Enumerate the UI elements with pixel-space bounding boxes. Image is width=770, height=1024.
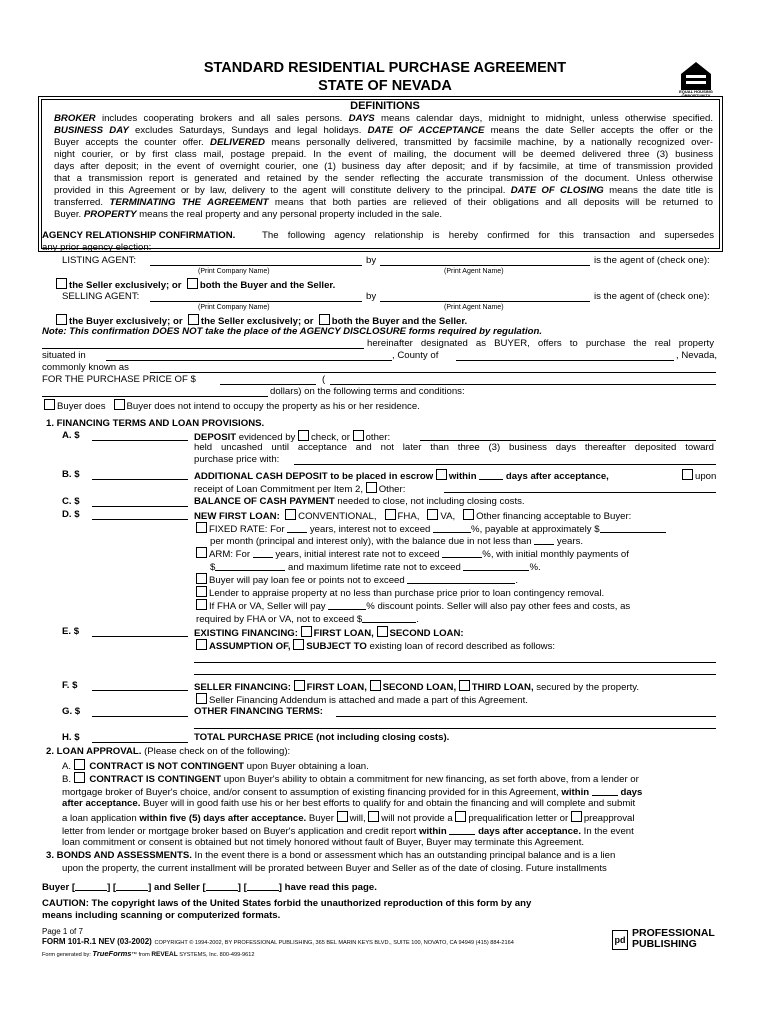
seller-addendum-line: Seller Financing Addendum is attached and made a part of this Agreement. bbox=[196, 693, 528, 707]
initials-line: Buyer [ ] [ ] and Seller [ ] [ ] have read this page. bbox=[42, 882, 377, 893]
arm-rate-field[interactable] bbox=[442, 547, 482, 558]
conventional-checkbox[interactable] bbox=[285, 509, 296, 520]
existing-financing-line: EXISTING FINANCING: FIRST LOAN, SECOND LOAN: bbox=[194, 628, 464, 639]
purchase-price-label: FOR THE PURCHASE PRICE OF $ bbox=[42, 374, 196, 385]
fha-va-line-2: required by FHA or VA, not to exceed $ . bbox=[196, 614, 419, 625]
will-checkbox[interactable] bbox=[337, 811, 348, 822]
fixed-payment-field[interactable] bbox=[600, 522, 666, 533]
contingent-checkbox[interactable] bbox=[74, 772, 85, 783]
other-financing-terms-field-2[interactable] bbox=[194, 718, 716, 729]
listing-agent-field[interactable] bbox=[380, 255, 590, 266]
seller-initial-2[interactable] bbox=[247, 880, 279, 891]
definitions-line-7: provided in this Agreement or by law, delivery to the agent will constitute delivery to the principal. DATE OF CLOSING means the date title is bbox=[54, 185, 713, 196]
pp-line-1: PROFESSIONAL bbox=[632, 927, 715, 939]
print-company-caption-2: (Print Company Name) bbox=[198, 304, 270, 311]
item-g-label: G. $ bbox=[62, 706, 81, 717]
arm-payment-field[interactable] bbox=[215, 560, 285, 571]
arm-checkbox[interactable] bbox=[196, 547, 207, 558]
upon-checkbox[interactable] bbox=[682, 469, 693, 480]
fha-va-max-field[interactable] bbox=[362, 612, 416, 623]
caution-line-1: CAUTION: The copyright laws of the United States forbid the unauthorized reproduction of this form by any bbox=[42, 898, 532, 909]
form-title: STANDARD RESIDENTIAL PURCHASE AGREEMENT bbox=[203, 60, 567, 76]
buyer-name-field[interactable] bbox=[42, 338, 364, 349]
equal-housing-text: EQUAL HOUSING OPPORTUNITY bbox=[679, 89, 713, 98]
preapproval-checkbox[interactable] bbox=[571, 811, 582, 822]
loan-approval-a: A. CONTRACT IS NOT CONTINGENT upon Buyer obtaining a loan. bbox=[62, 761, 369, 772]
selling-agent-field[interactable] bbox=[380, 291, 590, 302]
e-first-loan-checkbox[interactable] bbox=[301, 626, 312, 637]
loan-approval-line-5: letter from lender or mortgage broker based on Buyer's application and credit report within days after acceptance. In the event bbox=[62, 826, 634, 837]
county-field[interactable] bbox=[456, 350, 674, 361]
other-checkbox[interactable] bbox=[353, 430, 364, 441]
e-second-loan-checkbox[interactable] bbox=[377, 626, 388, 637]
other-financing-checkbox[interactable] bbox=[463, 509, 474, 520]
prequalification-checkbox[interactable] bbox=[455, 811, 466, 822]
address-field[interactable] bbox=[150, 362, 716, 373]
new-loan-line: NEW FIRST LOAN: CONVENTIONAL, FHA, VA, Other financing acceptable to Buyer: bbox=[194, 511, 632, 522]
assumption-line: ASSUMPTION OF, SUBJECT TO existing loan of record described as follows: bbox=[196, 639, 555, 653]
fixed-interest-field[interactable] bbox=[433, 522, 471, 533]
check-checkbox[interactable] bbox=[298, 430, 309, 441]
balance-field[interactable] bbox=[92, 496, 188, 507]
hereinafter-text: hereinafter designated as BUYER, offers to purchase the real property bbox=[367, 338, 714, 349]
buyer-does-not-checkbox[interactable] bbox=[114, 399, 125, 410]
definitions-line-3: Buyer accepts the counter offer. DELIVERED means personally delivered, transmitted by facsimile machine, by a nationally recognized over- bbox=[54, 137, 714, 148]
definitions-line-1: BROKER includes cooperating brokers and all sales persons. DAYS means calendar days, midnight to midnight, unless otherwise specified. bbox=[54, 113, 713, 124]
item-b-label: B. $ bbox=[62, 469, 80, 480]
print-agent-caption-2: (Print Agent Name) bbox=[444, 304, 504, 311]
fha-va-checkbox[interactable] bbox=[196, 599, 207, 610]
loan-approval-b: B. CONTRACT IS CONTINGENT upon Buyer's ability to obtain a commitment for new financing, as set forth above, from a lender or bbox=[62, 774, 639, 785]
selling-agent-of: is the agent of (check one): bbox=[594, 291, 710, 302]
listing-company-field[interactable] bbox=[150, 255, 362, 266]
definitions-line-8: transferred. TERMINATING THE AGREEMENT means that both parties are relieved of their obligations and all deposits will be returned to bbox=[54, 197, 713, 208]
discount-points-field[interactable] bbox=[328, 599, 366, 610]
selling-options: the Buyer exclusively; or the Seller exclusively; or both the Buyer and the Seller. bbox=[56, 314, 467, 328]
seller-financing-line: SELLER FINANCING: FIRST LOAN, SECOND LOAN, THIRD LOAN, secured by the property. bbox=[194, 682, 640, 693]
subject-to-checkbox[interactable] bbox=[293, 639, 304, 650]
additional-deposit-field[interactable] bbox=[92, 469, 188, 480]
price-words-field-2[interactable] bbox=[42, 386, 268, 397]
arm-line: ARM: For years, initial interest rate not to exceed %, with initial monthly payments of bbox=[196, 547, 629, 561]
form-subtitle: STATE OF NEVADA bbox=[318, 78, 452, 94]
county-of-label: , County of bbox=[392, 350, 439, 361]
professional-publishing-logo bbox=[612, 928, 724, 952]
item-h-label: H. $ bbox=[62, 732, 80, 743]
seller-financing-field[interactable] bbox=[92, 680, 188, 691]
listing-by-label: by bbox=[366, 255, 377, 266]
pd-mark-icon: pd bbox=[612, 930, 628, 950]
existing-loan-description-2[interactable] bbox=[194, 664, 716, 675]
fha-va-line: If FHA or VA, Seller will pay % discount points. Seller will also pay other fees and costs, as bbox=[196, 599, 630, 613]
deposit-line-2: held uncashed until acceptance and not later than three (3) business days thereafter deposited toward bbox=[194, 442, 714, 453]
balance-line: BALANCE OF CASH PAYMENT needed to close, not including closing costs. bbox=[194, 496, 525, 507]
seller-addendum-checkbox[interactable] bbox=[196, 693, 207, 704]
selling-company-field[interactable] bbox=[150, 291, 362, 302]
definitions-line-6: that a transmission report is generated and retained by the sender reflecting the accurate transmission of the document. Unless otherwise bbox=[54, 173, 713, 184]
page-number: Page 1 of 7 bbox=[42, 927, 83, 936]
total-price-label: TOTAL PURCHASE PRICE (not including closing costs). bbox=[194, 732, 450, 743]
fixed-years-field[interactable] bbox=[287, 522, 307, 533]
arm-line-2: $ and maximum lifetime rate not to exceed %. bbox=[210, 562, 541, 573]
item-c-label: C. $ bbox=[62, 496, 80, 507]
definitions-line-9: Buyer. PROPERTY means the real property and any personal property included in the sale. bbox=[54, 209, 443, 220]
equal-housing-logo bbox=[673, 60, 719, 98]
f-second-loan-checkbox[interactable] bbox=[370, 680, 381, 691]
commitment-days-field[interactable] bbox=[592, 785, 618, 796]
definitions-heading: DEFINITIONS bbox=[350, 100, 420, 112]
total-price-field[interactable] bbox=[92, 732, 188, 743]
agency-line-2: any prior agency election: bbox=[42, 242, 152, 253]
other-financing-terms-label: OTHER FINANCING TERMS: bbox=[194, 706, 323, 717]
loan-approval-line-2: mortgage broker of Buyer's choice, and/or consent to assumption of existing financing provided for in this Agreement, within days bbox=[62, 787, 643, 798]
definitions-line-2: BUSINESS DAY excludes Saturdays, Sundays and legal holidays. DATE OF ACCEPTANCE means the date Seller accepts the offer or the bbox=[54, 125, 713, 136]
not-contingent-checkbox[interactable] bbox=[74, 759, 85, 770]
deposit-line: DEPOSIT evidenced by check, or other: bbox=[194, 432, 391, 443]
purchase-price-field[interactable] bbox=[220, 374, 316, 385]
deposit-amount-field[interactable] bbox=[92, 430, 188, 441]
agency-note: Note: This confirmation DOES NOT take the place of the AGENCY DISCLOSURE forms required by regulation. bbox=[42, 326, 543, 337]
buyer-exclusively-checkbox[interactable] bbox=[56, 314, 67, 325]
agency-heading: AGENCY RELATIONSHIP CONFIRMATION. bbox=[42, 230, 236, 241]
deposit-line-3: purchase price with: bbox=[194, 454, 280, 465]
b-other-checkbox[interactable] bbox=[366, 482, 377, 493]
upon-option: upon bbox=[682, 469, 716, 483]
within-days-field[interactable] bbox=[479, 469, 503, 480]
selling-both-checkbox[interactable] bbox=[319, 314, 330, 325]
item-e-label: E. $ bbox=[62, 626, 80, 637]
listing-agent-of: is the agent of (check one): bbox=[594, 255, 710, 266]
existing-loan-description-1[interactable] bbox=[194, 652, 716, 663]
loan-approval-line-6: loan commitment or consent is obtained but not timely honored without fault of Buyer, Buyer may terminate this Agreement. bbox=[62, 837, 585, 848]
seller-exclusively-2-checkbox[interactable] bbox=[188, 314, 199, 325]
listing-agent-label: LISTING AGENT: bbox=[62, 255, 137, 266]
deposit-other-field[interactable] bbox=[420, 430, 716, 441]
bonds-line-2: upon the property, the current installment will be prorated between Buyer and Seller as of the date of closing. Future installments bbox=[62, 863, 607, 874]
footer-copyright-line: FORM 101-R.1 NEV (03-2002) COPYRIGHT © 1994-2002, BY PROFESSIONAL PUBLISHING, 365 BEL MARIN KEYS BLVD., SUITE 100, NOVATO, CA 94949 (415) 884-2164 bbox=[42, 937, 514, 946]
print-company-caption: (Print Company Name) bbox=[198, 268, 270, 275]
assumption-checkbox[interactable] bbox=[196, 639, 207, 650]
definitions-line-5: days after deposit; in the event of overnight courier, one (1) business day after deposit; and if by facsimile, at time of transmission provided bbox=[54, 161, 713, 172]
per-month-line: per month (principal and interest only), with the balance due in not less than years. bbox=[210, 536, 584, 547]
balance-years-field[interactable] bbox=[534, 534, 554, 545]
pp-line-2: PUBLISHING bbox=[632, 938, 697, 950]
footer-generated-line: Form generated by: TrueForms™ from REVEAL SYSTEMS, Inc. 800-499-9612 bbox=[42, 949, 255, 958]
loan-approval-line-3: after acceptance. Buyer will in good faith use his or her best efforts to qualify for and obtain the financing and will complete and submit bbox=[62, 798, 636, 809]
listing-options: the Seller exclusively; or both the Buyer and the Seller. bbox=[56, 278, 335, 292]
price-paren: ( bbox=[322, 374, 326, 385]
other-financing-amount-field[interactable] bbox=[92, 706, 188, 717]
b-other-field[interactable] bbox=[444, 482, 716, 493]
price-words-field[interactable] bbox=[330, 374, 716, 385]
va-checkbox[interactable] bbox=[427, 509, 438, 520]
other-financing-terms-field[interactable] bbox=[336, 706, 716, 717]
dollars-text: dollars) on the following terms and conditions: bbox=[270, 386, 465, 397]
listing-both-checkbox[interactable] bbox=[187, 278, 198, 289]
within-checkbox[interactable] bbox=[436, 469, 447, 480]
loan-fee-field[interactable] bbox=[407, 573, 515, 584]
new-loan-field[interactable] bbox=[92, 509, 188, 520]
f-third-loan-checkbox[interactable] bbox=[459, 680, 470, 691]
item-f-label: F. $ bbox=[62, 680, 78, 691]
additional-deposit-line: ADDITIONAL CASH DEPOSIT to be placed in escrow within days after acceptance, bbox=[194, 471, 609, 482]
lender-appraise-line: Lender to appraise property at no less than purchase price prior to loan contingency removal. bbox=[196, 586, 604, 600]
buyer-initial-1[interactable] bbox=[75, 880, 107, 891]
loan-fee-checkbox[interactable] bbox=[196, 573, 207, 584]
item-d-label: D. $ bbox=[62, 509, 80, 520]
loan-fee-line: Buyer will pay loan fee or points not to exceed . bbox=[196, 573, 518, 587]
max-rate-field[interactable] bbox=[463, 560, 529, 571]
occupancy-line: Buyer does Buyer does not intend to occupy the property as his or her residence. bbox=[44, 399, 420, 413]
buyer-initial-2[interactable] bbox=[116, 880, 148, 891]
existing-financing-field[interactable] bbox=[92, 626, 188, 637]
buyer-does-checkbox[interactable] bbox=[44, 399, 55, 410]
fha-checkbox[interactable] bbox=[385, 509, 396, 520]
financing-heading: 1. FINANCING TERMS AND LOAN PROVISIONS. bbox=[46, 418, 265, 429]
caution-line-2: means including scanning or computerized formats. bbox=[42, 910, 281, 921]
loan-approval-heading: 2. LOAN APPROVAL. (Please check on of the following): bbox=[46, 746, 291, 757]
definitions-line-4: night courier, or by first class mail, postage prepaid. In the event of mailing, the document will be deemed delivered three (3) business bbox=[54, 149, 713, 160]
item-a-label: A. $ bbox=[62, 430, 80, 441]
lender-appraise-checkbox[interactable] bbox=[196, 586, 207, 597]
bonds-heading: 3. BONDS AND ASSESSMENTS. In the event there is a bond or assessment which has an outstanding principal balance and is a lien bbox=[46, 850, 616, 861]
arm-years-field[interactable] bbox=[253, 547, 273, 558]
selling-agent-label: SELLING AGENT: bbox=[62, 291, 140, 302]
additional-deposit-line-2: receipt of Loan Commitment per Item 2, Other: bbox=[194, 484, 406, 495]
fixed-rate-line: FIXED RATE: For years, interest not to exceed %, payable at approximately $ bbox=[196, 522, 666, 536]
seller-exclusively-checkbox[interactable] bbox=[56, 278, 67, 289]
situated-in-label: situated in bbox=[42, 350, 86, 361]
agency-line-1: The following agency relationship is hereby confirmed for this transaction and supersedes bbox=[262, 230, 714, 241]
seller-initial-1[interactable] bbox=[206, 880, 238, 891]
deposit-holder-field[interactable] bbox=[294, 454, 716, 465]
fixed-rate-checkbox[interactable] bbox=[196, 522, 207, 533]
city-field[interactable] bbox=[106, 350, 392, 361]
loan-approval-line-4: a loan application within five (5) days after acceptance. Buyer will, will not provide a prequalification letter or preapproval bbox=[62, 813, 635, 824]
selling-by-label: by bbox=[366, 291, 377, 302]
f-first-loan-checkbox[interactable] bbox=[294, 680, 305, 691]
nevada-label: , Nevada, bbox=[676, 350, 718, 361]
will-not-checkbox[interactable] bbox=[368, 811, 379, 822]
commonly-known-label: commonly known as bbox=[42, 362, 129, 373]
print-agent-caption: (Print Agent Name) bbox=[444, 268, 504, 275]
letter-days-field[interactable] bbox=[449, 824, 475, 835]
